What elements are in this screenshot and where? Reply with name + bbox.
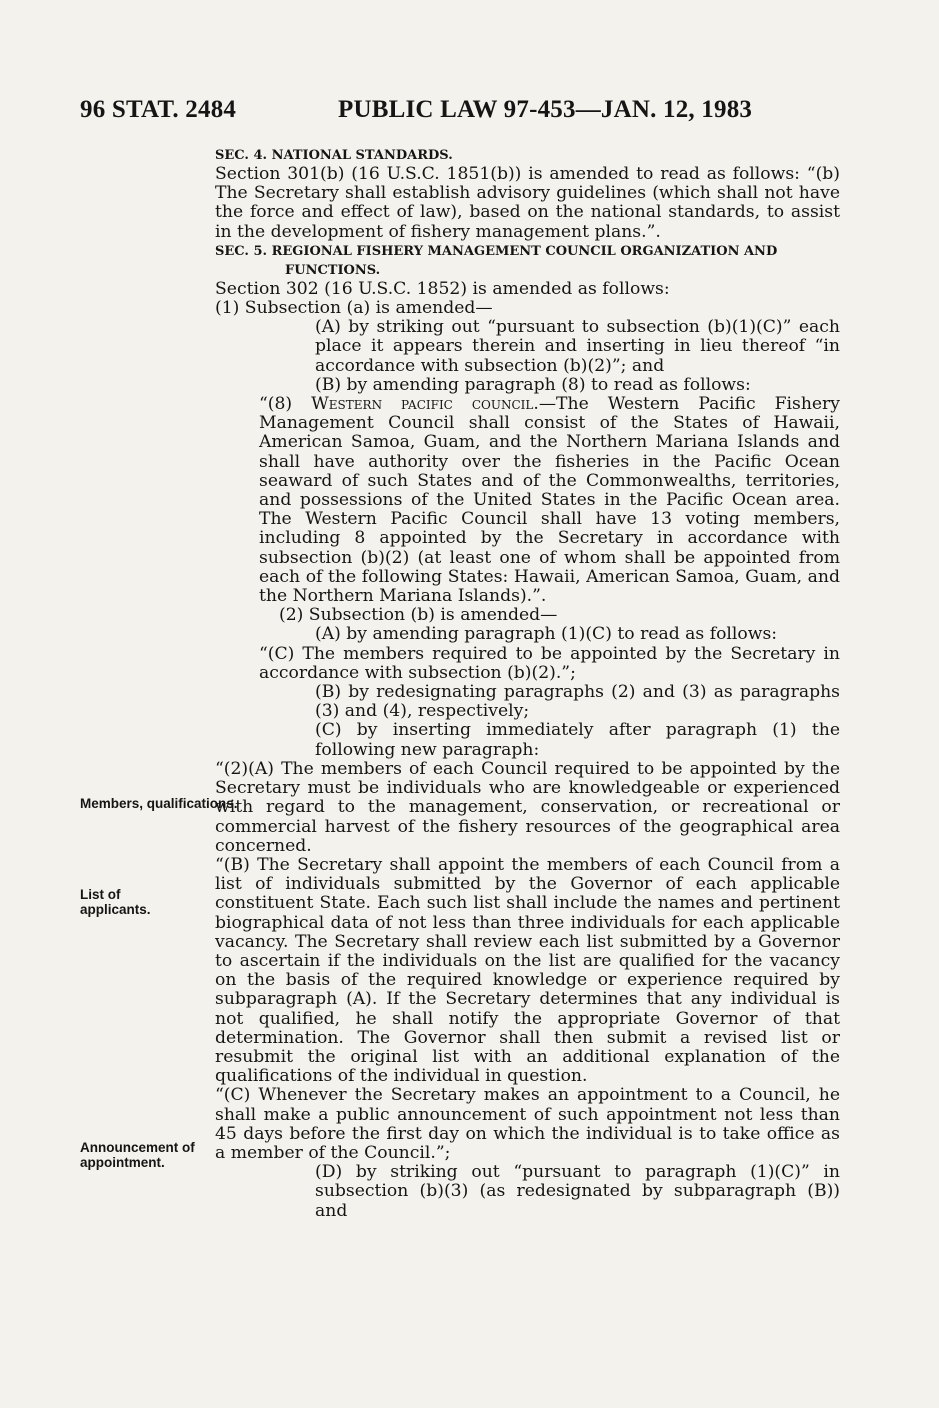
p8-smallcaps: Western pacific council — [311, 394, 534, 415]
sec4-text: Section 301(b) (16 U.S.C. 1851(b)) is amended to read as follows: “(b) The Secretary shall establish advisory guidelines (which shall not have the force and effect of law), based on the national standards, to assist in the development of fishery management plans.”. — [215, 164, 840, 242]
sec5-heading-line1: SEC. 5. REGIONAL FISHERY MANAGEMENT COUNCIL ORGANIZATION AND — [215, 243, 778, 259]
sec5-intro: Section 302 (16 U.S.C. 1852) is amended as follows: — [215, 278, 670, 299]
sec5-heading — [215, 242, 840, 280]
item-2A-quote: “(C) The members required to be appointed by the Secretary in accordance with subsection (b)(2).”; — [259, 643, 840, 683]
paragraph-2A: “(2)(A) The members of each Council required to be appointed by the Secretary must be individuals who are knowledgeable or experienced with regard to the management, conservation, or recreational or commercial harvest of the fishery resources of the geographical area concerned. — [215, 758, 840, 856]
margin-note-announcement: Announcement of appointment. — [80, 1140, 195, 1170]
item-2D: (D) by striking out “pursuant to paragraph (1)(C)” in subsection (b)(3) (as redesignated by subparagraph (B)) and — [315, 1162, 840, 1221]
item-1: (1) Subsection (a) is amended— — [215, 298, 493, 319]
stat-reference: 96 STAT. 2484 — [80, 96, 237, 123]
item-2: (2) Subsection (b) is amended— — [279, 605, 558, 626]
paragraph-8 — [259, 395, 840, 606]
item-2B: (B) by redesignating paragraphs (2) and (3) as paragraphs (3) and (4), respectively; — [315, 682, 840, 722]
paragraph-2C: “(C) Whenever the Secretary makes an appointment to a Council, he shall make a public announcement of such appointment not less than 45 days before the first day on which the individual is to take office as a member of the Council.”; — [215, 1085, 840, 1163]
margin-note-members: Members, qualifications. — [80, 796, 238, 811]
p8-text: .—The Western Pacific Fishery Management Council shall consist of the States of Hawaii, American Samoa, Guam, and the Northern Mariana Islands and shall have authority over the fisheries in the Pacific Ocean seaward of such States and of the Commonwealths, territories, and possessions of the United States in the Pacific Ocean area. The Western Pacific Council shall have 13 voting members, including 8 appointed by the Secretary in accordance with subsection (b)(2) (at least one of whom shall be appointed from each of the following States: Hawaii, American Samoa, Guam, and the Northern Mariana Islands).”. — [259, 394, 840, 607]
item-2A: (A) by amending paragraph (1)(C) to read as follows: — [315, 624, 778, 645]
margin-note-applicants: List of applicants. — [80, 887, 151, 917]
item-2C: (C) by inserting immediately after paragraph (1) the following new paragraph: — [315, 720, 840, 760]
paragraph-2B: “(B) The Secretary shall appoint the members of each Council from a list of individuals submitted by the Governor of each applicable constituent State. Each such list shall include the names and pertinent biographical data of not less than three individuals for each applicable vacancy. The Secretary shall review each list submitted by a Governor to ascertain if the individuals on the list are qualified for the vacancy on the basis of the required knowledge or experience required by subparagraph (A). If the Secretary determines that any individual is not qualified, he shall notify the appropriate Governor of that determination. The Governor shall then submit a revised list or resubmit the original list with an additional explanation of the qualifications of the individual in question. — [215, 854, 840, 1087]
sec4-heading: SEC. 4. NATIONAL STANDARDS. — [215, 148, 453, 163]
item-1A: (A) by striking out “pursuant to subsection (b)(1)(C)” each place it appears therein and inserting in lieu thereof “in accordance with subsection (b)(2)”; and — [315, 317, 840, 376]
sec5-heading-line2: FUNCTIONS. — [285, 262, 381, 278]
law-reference: PUBLIC LAW 97-453—JAN. 12, 1983 — [338, 96, 753, 123]
p8-open: “(8) — [259, 394, 312, 415]
statute-body — [215, 146, 840, 1221]
item-1B: (B) by amending paragraph (8) to read as follows: — [315, 374, 751, 395]
